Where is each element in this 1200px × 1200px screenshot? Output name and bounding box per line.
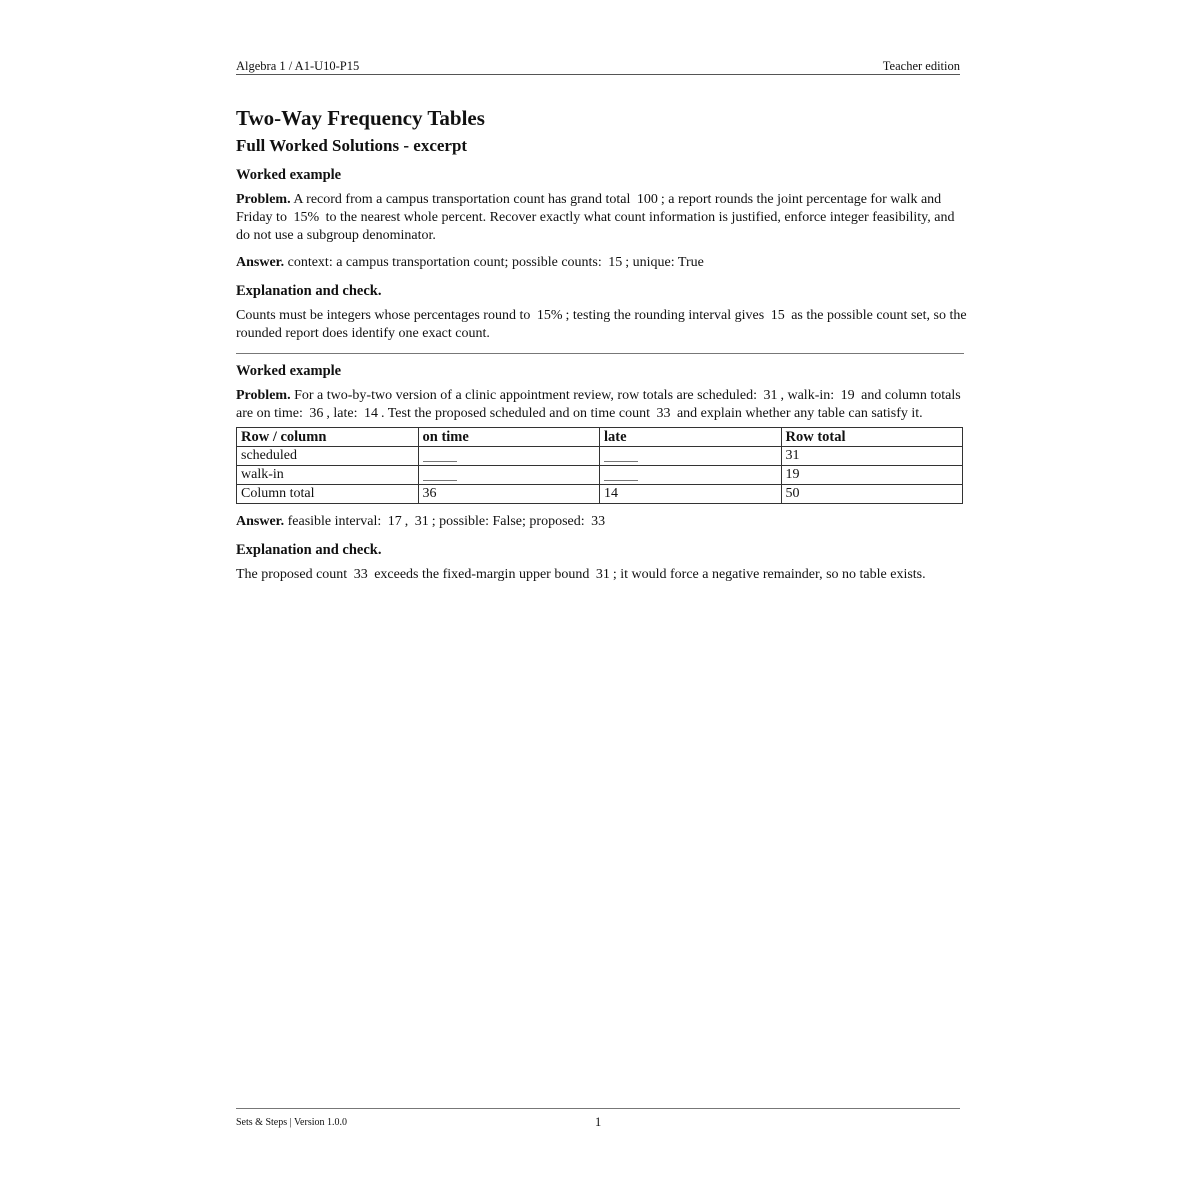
blank-cell: [600, 466, 782, 485]
row-label: Column total: [237, 485, 419, 504]
column-total: 36: [418, 485, 600, 504]
page-number: 1: [595, 1115, 602, 1129]
math-value: 15%: [536, 308, 563, 323]
example-1-explanation-heading: Explanation and check.: [236, 283, 382, 299]
math-value: 17: [387, 514, 402, 529]
answer-blank: [604, 447, 638, 462]
answer-label: Answer.: [236, 255, 285, 270]
row-total: 31: [781, 447, 963, 466]
example-1-heading: Worked example: [236, 167, 342, 183]
table-header-row: [237, 428, 963, 447]
math-value: 36: [309, 406, 324, 421]
math-value: 31: [414, 514, 429, 529]
page-footer: [236, 1108, 960, 1131]
example-1-answer: Answer. context: a campus transportation count; possible counts: 15 ; unique: True: [236, 255, 704, 270]
example-1-problem: Problem. A record from a campus transportation count has grand total 100 ; a report rounds the joint percentage for walk and Friday to 15% to the nearest whole percent. Recover exactly what count information is justified, enforce integer feasibility, and do not use a subgroup denominator.: [236, 192, 955, 243]
blank-cell: [418, 466, 600, 485]
row-label: walk-in: [237, 466, 419, 485]
page-title: Two-Way Frequency Tables: [236, 106, 485, 130]
math-value: 100: [636, 192, 658, 207]
math-value: 15%: [293, 210, 320, 225]
column-header: late: [600, 428, 782, 447]
running-header: [236, 58, 960, 75]
math-value: 19: [840, 388, 855, 403]
course-label: Algebra 1 / A1-U10-P15: [236, 59, 360, 73]
math-value: 31: [763, 388, 778, 403]
problem-label: Problem.: [236, 388, 291, 403]
example-2-answer: Answer. feasible interval: 17 , 31 ; possible: False; proposed: 33: [236, 513, 968, 531]
example-2-problem: Problem. For a two-by-two version of a clinic appointment review, row totals are scheduled: 31 , walk-in: 19 and column totals are on time: 36 , late: 14 . Test the proposed scheduled and on time count 33 and explain whether any table can satisfy it.: [236, 388, 961, 421]
answer-blank: [604, 466, 638, 481]
example-1-explanation: Counts must be integers whose percentages round to 15% ; testing the rounding interval gives 15 as the possible count set, so the rounded report does identify one exact count.: [236, 308, 967, 341]
blank-cell: [418, 447, 600, 466]
blank-cell: [600, 447, 782, 466]
frequency-table: [236, 427, 963, 504]
math-value: 15: [608, 255, 623, 270]
section-divider: [236, 353, 964, 354]
row-total: 19: [781, 466, 963, 485]
math-value: 14: [363, 406, 378, 421]
example-2-explanation: The proposed count 33 exceeds the fixed-margin upper bound 31 ; it would force a negative remainder, so no table exists.: [236, 567, 926, 582]
answer-blank: [423, 447, 457, 462]
column-header: on time: [418, 428, 600, 447]
table-row: [237, 447, 963, 466]
footer-version: Sets & Steps | Version 1.0.0: [236, 1117, 347, 1128]
grand-total: 50: [781, 485, 963, 504]
math-value: 33: [591, 514, 606, 529]
example-2-heading: Worked example: [236, 363, 342, 379]
column-total-row: [237, 485, 963, 504]
answer-label: Answer.: [236, 514, 285, 529]
page-subtitle: Full Worked Solutions - excerpt: [236, 136, 468, 155]
answer-blank: [423, 466, 457, 481]
problem-label: Problem.: [236, 192, 291, 207]
math-value: 33: [656, 406, 671, 421]
row-label: scheduled: [237, 447, 419, 466]
page-content: [236, 104, 968, 584]
math-value: 33: [353, 567, 368, 582]
example-2-explanation-heading: Explanation and check.: [236, 542, 382, 558]
column-total: 14: [600, 485, 782, 504]
column-header: Row total: [781, 428, 963, 447]
column-header: Row / column: [237, 428, 419, 447]
table-row: [237, 466, 963, 485]
math-value: 31: [595, 567, 610, 582]
math-value: 15: [770, 308, 785, 323]
edition-label: Teacher edition: [882, 59, 960, 73]
